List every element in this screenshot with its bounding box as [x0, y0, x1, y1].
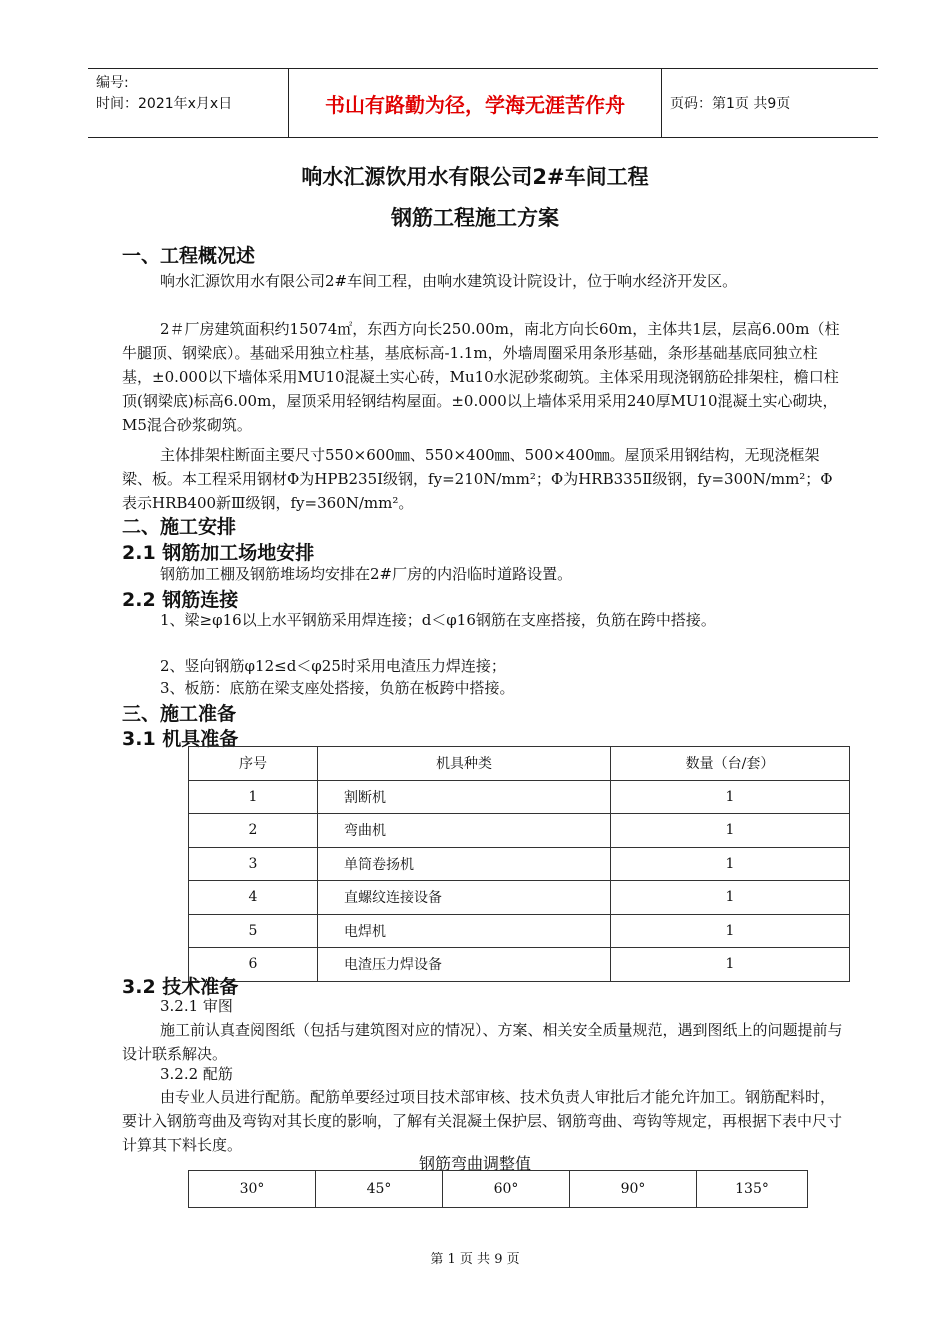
page-header: [88, 68, 878, 138]
cell-index: 5: [189, 914, 318, 948]
cell-type: 电渣压力焊设备: [318, 948, 611, 982]
bend-angle-cell: 45°: [316, 1171, 443, 1208]
cell-type: 电焊机: [318, 914, 611, 948]
connection-item-3: 3、板筋：底筋在梁支座处搭接，负筋在板跨中搭接。: [160, 679, 515, 697]
cell-type: 弯曲机: [318, 814, 611, 848]
section-1-paragraph-1: 响水汇源饮用水有限公司2#车间工程，由响水建筑设计院设计，位于响水经济开发区。: [160, 272, 738, 290]
section-2-1-text: 钢筋加工棚及钢筋堆场均安排在2#厂房的内沿临时道路设置。: [160, 565, 573, 583]
bend-angle-cell: 90°: [570, 1171, 697, 1208]
bend-table-caption: 钢筋弯曲调整值: [418, 1154, 531, 1173]
section-3-heading: 三、施工准备: [122, 703, 237, 725]
document-subtitle: 钢筋工程施工方案: [391, 206, 559, 230]
section-1-paragraph-2: 2＃厂房建筑面积约15074㎡，东西方向长250.00m，南北方向长60m，主体共1层，层高6.00m（柱牛腿顶、钢梁底）。基础采用独立柱基，基底标高-1.1m，外墙周圈采用条形基础，条形基础基底同独立柱基，±0.000以下墙体采用MU10混凝土实心砖，Mu10水泥砂浆砌筑。主体采用现浇钢筋砼排架柱，檐口柱顶(钢梁底)标高6.00m，屋顶采用轻钢结构屋面。±0.000以上墙体采用采用240厚MU10混凝土实心砌块，M5混合砂浆砌筑。: [122, 320, 840, 434]
section-2-2-heading: 2.2 钢筋连接: [122, 589, 239, 611]
time-label: 时间：2021年x月x日: [96, 96, 233, 112]
bend-adjustment-table: [188, 1170, 808, 1208]
connection-item-2: 2、竖向钢筋φ12≤d＜φ25时采用电渣压力焊连接；: [160, 657, 506, 675]
header-meta: [96, 73, 232, 115]
cell-index: 1: [189, 780, 318, 814]
bend-angle-cell: 60°: [443, 1171, 570, 1208]
cell-index: 4: [189, 881, 318, 915]
col-header-index: 序号: [189, 747, 318, 781]
col-header-qty: 数量（台/套）: [611, 747, 850, 781]
cell-qty: 1: [611, 881, 850, 915]
table-row: [189, 780, 850, 814]
cell-qty: 1: [611, 948, 850, 982]
cell-index: 2: [189, 814, 318, 848]
header-motto: 书山有路勤为径，学海无涯苦作舟: [288, 69, 662, 137]
section-1-paragraph-3: 主体排架柱断面主要尺寸550×600㎜、550×400㎜、500×400㎜。屋顶采用钢结构，无现浇框架梁、板。本工程采用钢材Φ为HPB235Ⅰ级钢，fy=210N/mm²；Φ为HRB335Ⅱ级钢，fy=300N/mm²；Φ表示HRB400新Ⅲ级钢，fy=360N/mm²。: [122, 446, 833, 512]
bend-angle-cell: 135°: [697, 1171, 808, 1208]
cell-qty: 1: [611, 814, 850, 848]
cell-index: 6: [189, 948, 318, 982]
page-label: 页码：第1页 共9页: [670, 96, 791, 112]
table-row: [189, 814, 850, 848]
section-3-2-1-text: 施工前认真查阅图纸（包括与建筑图对应的情况）、方案、相关安全质量规范，遇到图纸上的问题提前与设计联系解决。: [122, 1021, 843, 1063]
section-2-heading: 二、施工安排: [122, 516, 237, 538]
table-row: [189, 847, 850, 881]
cell-qty: 1: [611, 780, 850, 814]
cell-type: 直螺纹连接设备: [318, 881, 611, 915]
cell-qty: 1: [611, 847, 850, 881]
bend-angle-cell: 30°: [189, 1171, 316, 1208]
page-footer: 第 1 页 共 9 页: [430, 1252, 520, 1267]
table-row: [189, 948, 850, 982]
section-3-2-2-heading: 3.2.2 配筋: [160, 1065, 233, 1083]
cell-type: 单筒卷扬机: [318, 847, 611, 881]
section-1-heading: 一、工程概况述: [122, 245, 256, 267]
table-header-row: [189, 747, 850, 781]
number-label: 编号:: [96, 75, 129, 91]
section-3-2-1-heading: 3.2.1 审图: [160, 997, 233, 1015]
section-3-2-2-text: 由专业人员进行配筋。配筋单要经过项目技术部审核、技术负责人审批后才能允许加工。钢筋配料时，要计入钢筋弯曲及弯钩对其长度的影响，了解有关混凝土保护层、钢筋弯曲、弯钩等规定，再根据下表中尺寸计算其下料长度。: [122, 1088, 843, 1154]
section-2-1-heading: 2.1 钢筋加工场地安排: [122, 542, 315, 564]
equipment-table: [188, 746, 850, 982]
cell-index: 3: [189, 847, 318, 881]
connection-item-1: 1、梁≥φ16以上水平钢筋采用焊连接；d＜φ16钢筋在支座搭接，负筋在跨中搭接。: [160, 611, 716, 629]
section-3-1-heading: 3.1 机具准备: [122, 728, 239, 750]
table-row: [189, 881, 850, 915]
table-row: [189, 1171, 808, 1208]
col-header-type: 机具种类: [318, 747, 611, 781]
document-title: 响水汇源饮用水有限公司2#车间工程: [301, 165, 649, 189]
section-3-2-heading: 3.2 技术准备: [122, 976, 239, 998]
cell-type: 割断机: [318, 780, 611, 814]
table-row: [189, 914, 850, 948]
cell-qty: 1: [611, 914, 850, 948]
